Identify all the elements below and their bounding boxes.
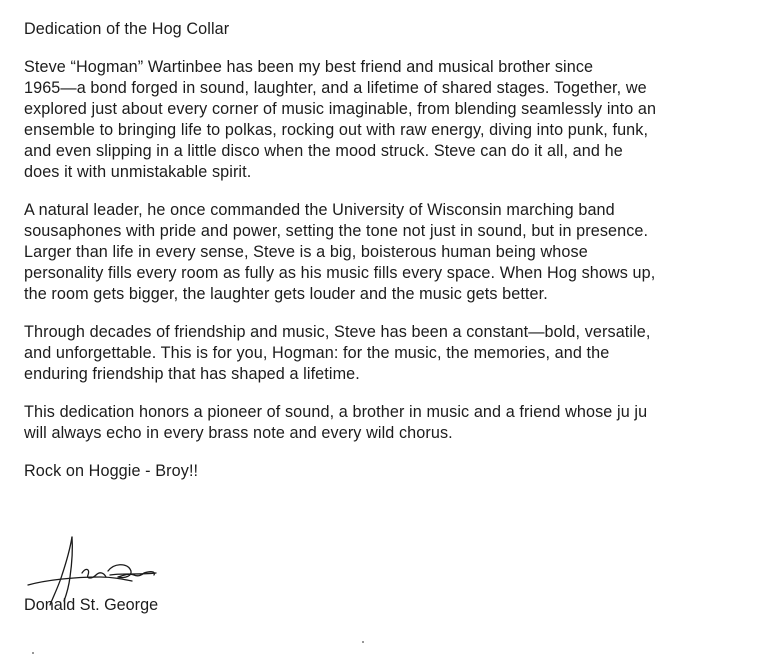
scan-speck xyxy=(362,641,364,643)
paragraph-1-line-6: does it with unmistakable spirit. xyxy=(24,163,252,181)
dedication-letter xyxy=(24,19,760,482)
paragraph-2-line-5: the room gets bigger, the laughter gets louder and the music gets better. xyxy=(24,285,548,303)
paragraph-2-line-2: sousaphones with pride and power, setting the tone not just in sound, but in presence. xyxy=(24,222,649,240)
paragraph-1 xyxy=(24,57,760,183)
paragraph-2 xyxy=(24,200,760,305)
letter-title: Dedication of the Hog Collar xyxy=(24,20,230,38)
paragraph-3-line-2: and unforgettable. This is for you, Hogman: for the music, the memories, and the xyxy=(24,344,610,362)
paragraph-1-line-2: 1965—a bond forged in sound, laughter, and a lifetime of shared stages. Together, we xyxy=(24,79,647,97)
paragraph-2-line-3: Larger than life in every sense, Steve is a big, boisterous human being whose xyxy=(24,243,588,261)
paragraph-4-line-2: will always echo in every brass note and every wild chorus. xyxy=(24,424,453,442)
paragraph-2-line-4: personality fills every room as fully as his music fills every space. When Hog shows up, xyxy=(24,264,656,282)
paragraph-1-line-4: ensemble to bringing life to polkas, rocking out with raw energy, diving into punk, funk, xyxy=(24,121,649,139)
paragraph-1-line-5: and even slipping in a little disco when the mood struck. Steve can do it all, and he xyxy=(24,142,623,160)
paragraph-3-line-3: enduring friendship that has shaped a lifetime. xyxy=(24,365,360,383)
paragraph-1-line-3: explored just about every corner of music imaginable, from blending seamlessly into an xyxy=(24,100,657,118)
paragraph-4 xyxy=(24,402,760,444)
paragraph-3 xyxy=(24,322,760,385)
scan-speck xyxy=(32,652,34,654)
paragraph-4-line-1: This dedication honors a pioneer of sound, a brother in music and a friend whose ju ju xyxy=(24,403,648,421)
paragraph-2-line-1: A natural leader, he once commanded the University of Wisconsin marching band xyxy=(24,201,615,219)
paragraph-1-line-1: Steve “Hogman” Wartinbee has been my best friend and musical brother since xyxy=(24,58,594,76)
closing-line: Rock on Hoggie - Broy!! xyxy=(24,462,199,480)
signer-name: Donald St. George xyxy=(24,596,159,614)
paragraph-3-line-1: Through decades of friendship and music, Steve has been a constant—bold, versatile, xyxy=(24,323,651,341)
